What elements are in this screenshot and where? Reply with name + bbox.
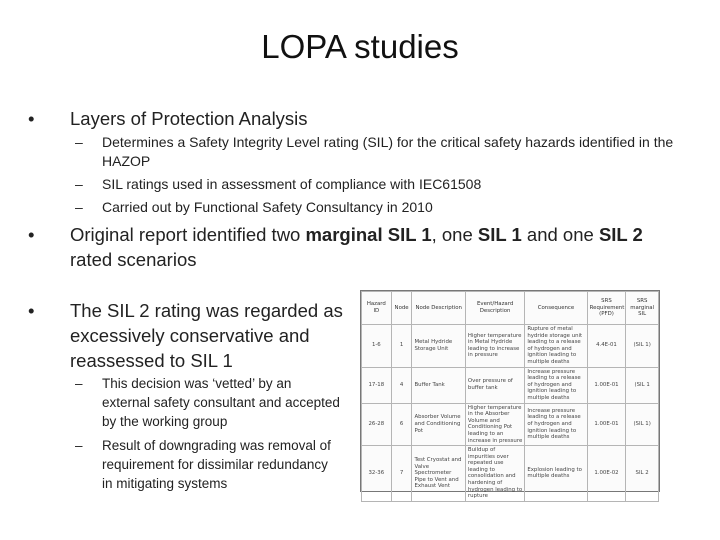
sub-bullet-3-2	[75, 436, 342, 493]
header-node-description: Node Description	[412, 292, 465, 325]
cell-node: 4	[391, 367, 412, 403]
sub-bullet-1-1	[75, 133, 692, 171]
dash-icon: –	[75, 134, 83, 150]
cell-event-description: Buildup of impurities over repeated use leading to consolidation and hardening of hydrogen leading to rupture	[465, 446, 524, 502]
bullet-2	[28, 222, 690, 272]
cell-consequence: Increase pressure leading to a release of hydrogen and ignition leading to multiple deaths	[525, 367, 587, 403]
sil-table	[361, 291, 659, 502]
table-header-row	[362, 292, 659, 325]
cell-node: 1	[391, 325, 412, 368]
bullet-1-text: Layers of Protection Analysis	[70, 108, 308, 129]
cell-pfd: 4.4E-01	[587, 325, 626, 368]
sub-bullet-text: Carried out by Functional Safety Consultancy in 2010	[102, 199, 433, 215]
cell-event-description: Over pressure of buffer tank	[465, 367, 524, 403]
sub-bullet-3-1	[75, 374, 342, 431]
sub-bullet-text: Determines a Safety Integrity Level rating (SIL) for the critical safety hazards identified in the HAZOP	[102, 134, 674, 169]
cell-pfd: 1.00E-01	[587, 367, 626, 403]
header-consequence: Consequence	[525, 292, 587, 325]
cell-sil: (SIL 1	[626, 367, 659, 403]
cell-consequence: Increase pressure leading to a release of hydrogen and ignition leading to multiple deaths	[525, 403, 587, 446]
bullet-1	[28, 106, 680, 131]
cell-node-description: Absorber Volume and Conditioning Pot	[412, 403, 465, 446]
bullet-dot: •	[28, 108, 35, 129]
bullet-2-bold: SIL 2	[598, 224, 643, 245]
header-hazard-id: Hazard ID	[362, 292, 392, 325]
cell-node-description: Metal Hydride Storage Unit	[412, 325, 465, 368]
cell-hazard-id: 1-6	[362, 325, 392, 368]
header-event-description: Event/Hazard Description	[465, 292, 524, 325]
cell-sil: (SIL 1)	[626, 403, 659, 446]
bullet-3-text: The SIL 2 rating was regarded as excessively conservative and reassessed to SIL 1	[70, 300, 343, 371]
cell-pfd: 1.00E-01	[587, 403, 626, 446]
cell-node: 6	[391, 403, 412, 446]
cell-consequence: Explosion leading to multiple deaths	[525, 446, 587, 502]
bullet-2-part: Original report identified two	[70, 224, 306, 245]
bullet-2-bold: SIL 1	[477, 224, 522, 245]
cell-event-description: Higher temperature in the Absorber Volume and Conditioning Pot leading to an increase in pressure	[465, 403, 524, 446]
sub-bullet-1-2	[75, 175, 692, 194]
header-srs-pfd: SRS Requirement (PFD)	[587, 292, 626, 325]
bullet-2-part: and one	[521, 224, 599, 245]
sub-bullet-text: Result of downgrading was removal of requirement for dissimilar redundancy in mitigating systems	[102, 438, 331, 491]
cell-sil: SIL 2	[626, 446, 659, 502]
cell-hazard-id: 17-18	[362, 367, 392, 403]
dash-icon: –	[75, 199, 83, 215]
page-title: LOPA studies	[261, 28, 459, 65]
cell-node-description: Test Cryostat and Valve Spectrometer Pipe to Vent and Exhaust Vent	[412, 446, 465, 502]
sub-bullet-text: SIL ratings used in assessment of compliance with IEC61508	[102, 176, 482, 192]
bullet-dot: •	[28, 224, 35, 245]
bullet-2-part: rated scenarios	[70, 249, 197, 270]
table-row	[362, 325, 659, 368]
dash-icon: –	[75, 376, 83, 391]
table-row	[362, 367, 659, 403]
header-node: Node	[391, 292, 412, 325]
cell-sil: (SIL 1)	[626, 325, 659, 368]
cell-hazard-id: 26-28	[362, 403, 392, 446]
dash-icon: –	[75, 438, 83, 453]
table-row	[362, 446, 659, 502]
dash-icon: –	[75, 176, 83, 192]
table-row	[362, 403, 659, 446]
sub-bullet-1-3	[75, 198, 692, 217]
cell-hazard-id: 32-36	[362, 446, 392, 502]
cell-node: 7	[391, 446, 412, 502]
bullet-2-part: , one	[431, 224, 478, 245]
bullet-dot: •	[28, 300, 35, 321]
cell-node-description: Buffer Tank	[412, 367, 465, 403]
cell-consequence: Rupture of metal hydride storage unit leading to a release of hydrogen and ignition leading to multiple deaths	[525, 325, 587, 368]
sub-bullet-text: This decision was ‘vetted’ by an external safety consultant and accepted by the working group	[102, 376, 340, 429]
header-srs-sil: SRS marginal SIL	[626, 292, 659, 325]
bullet-3	[28, 298, 345, 373]
bullet-2-bold: marginal SIL 1	[305, 224, 432, 245]
sil-table-image	[360, 290, 660, 500]
cell-pfd: 1.00E-02	[587, 446, 626, 502]
cell-event-description: Higher temperature in Metal Hydride leading to increase in pressure	[465, 325, 524, 368]
